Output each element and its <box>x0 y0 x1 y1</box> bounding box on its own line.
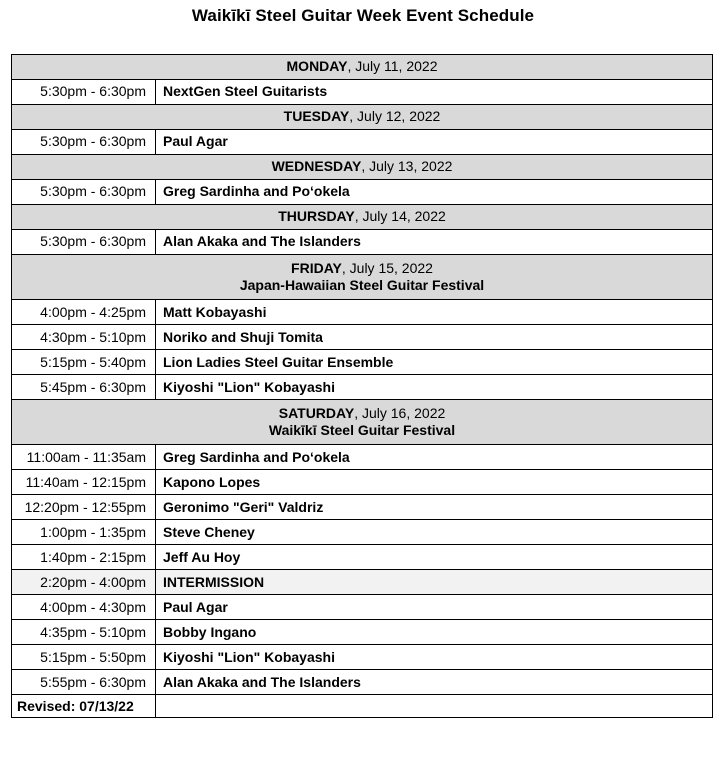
table-row <box>12 80 713 105</box>
table-row <box>12 670 713 695</box>
event-time: 5:30pm - 6:30pm <box>12 130 156 155</box>
festival-name: Waikīkī Steel Guitar Festival <box>268 422 456 439</box>
day-header-row <box>12 205 713 230</box>
table-row <box>12 520 713 545</box>
day-name: FRIDAY <box>291 260 342 276</box>
day-header-cell <box>12 105 713 130</box>
event-performer: Jeff Au Hoy <box>156 545 713 570</box>
table-row <box>12 300 713 325</box>
table-row <box>12 230 713 255</box>
day-header-row <box>12 400 713 445</box>
revised-label: Revised: 07/13/22 <box>12 695 156 718</box>
event-time: 5:15pm - 5:50pm <box>12 645 156 670</box>
day-header-cell <box>12 255 713 300</box>
event-performer: Paul Agar <box>156 595 713 620</box>
event-time: 5:30pm - 6:30pm <box>12 230 156 255</box>
day-date: , July 12, 2022 <box>349 108 441 125</box>
event-performer: INTERMISSION <box>156 570 713 595</box>
day-name: MONDAY <box>286 58 348 75</box>
festival-name: Japan-Hawaiian Steel Guitar Festival <box>239 277 485 294</box>
day-name: THURSDAY <box>278 208 355 225</box>
day-header-row <box>12 55 713 80</box>
day-date: , July 15, 2022 <box>341 260 433 276</box>
day-date: , July 13, 2022 <box>361 158 453 175</box>
table-row <box>12 130 713 155</box>
day-header-row <box>12 155 713 180</box>
event-time: 4:00pm - 4:25pm <box>12 300 156 325</box>
day-header-cell <box>12 155 713 180</box>
event-performer: Bobby Ingano <box>156 620 713 645</box>
event-time: 4:35pm - 5:10pm <box>12 620 156 645</box>
event-time: 5:55pm - 6:30pm <box>12 670 156 695</box>
event-time: 5:15pm - 5:40pm <box>12 350 156 375</box>
day-date: , July 11, 2022 <box>347 58 438 75</box>
day-date: , July 16, 2022 <box>354 405 446 422</box>
table-row <box>12 180 713 205</box>
event-performer: Greg Sardinha and Poʻokela <box>156 180 713 205</box>
day-header-cell <box>12 205 713 230</box>
revised-blank-cell <box>156 695 713 718</box>
event-time: 1:40pm - 2:15pm <box>12 545 156 570</box>
table-row <box>12 350 713 375</box>
day-name: TUESDAY <box>283 108 350 125</box>
event-performer: Steve Cheney <box>156 520 713 545</box>
schedule-table <box>11 54 713 718</box>
day-name: WEDNESDAY <box>271 158 362 175</box>
table-row <box>12 595 713 620</box>
event-performer: Alan Akaka and The Islanders <box>156 230 713 255</box>
event-performer: NextGen Steel Guitarists <box>156 80 713 105</box>
event-performer: Noriko and Shuji Tomita <box>156 325 713 350</box>
schedule-table-body <box>12 55 713 718</box>
event-performer: Paul Agar <box>156 130 713 155</box>
table-row <box>12 570 713 595</box>
table-row <box>12 645 713 670</box>
event-time: 2:20pm - 4:00pm <box>12 570 156 595</box>
table-row <box>12 545 713 570</box>
event-performer: Alan Akaka and The Islanders <box>156 670 713 695</box>
event-time: 11:40am - 12:15pm <box>12 470 156 495</box>
event-time: 5:45pm - 6:30pm <box>12 375 156 400</box>
event-time: 12:20pm - 12:55pm <box>12 495 156 520</box>
table-row <box>12 445 713 470</box>
event-time: 1:00pm - 1:35pm <box>12 520 156 545</box>
table-row <box>12 375 713 400</box>
day-name: SATURDAY <box>278 405 355 422</box>
event-performer: Geronimo "Geri" Valdriz <box>156 495 713 520</box>
event-time: 5:30pm - 6:30pm <box>12 80 156 105</box>
event-time: 4:30pm - 5:10pm <box>12 325 156 350</box>
event-performer: Greg Sardinha and Poʻokela <box>156 445 713 470</box>
event-time: 5:30pm - 6:30pm <box>12 180 156 205</box>
day-header-cell <box>12 55 713 80</box>
event-time: 11:00am - 11:35am <box>12 445 156 470</box>
page-title: Waikīkī Steel Guitar Week Event Schedule <box>191 6 535 25</box>
event-performer: Lion Ladies Steel Guitar Ensemble <box>156 350 713 375</box>
event-performer: Matt Kobayashi <box>156 300 713 325</box>
day-header-row <box>12 105 713 130</box>
day-header-row <box>12 255 713 300</box>
table-row <box>12 325 713 350</box>
table-row <box>12 620 713 645</box>
table-row <box>12 495 713 520</box>
event-performer: Kapono Lopes <box>156 470 713 495</box>
event-performer: Kiyoshi "Lion" Kobayashi <box>156 645 713 670</box>
event-performer: Kiyoshi "Lion" Kobayashi <box>156 375 713 400</box>
day-header-cell <box>12 400 713 445</box>
schedule-table-wrapper <box>11 54 712 718</box>
day-date: , July 14, 2022 <box>354 208 446 225</box>
event-time: 4:00pm - 4:30pm <box>12 595 156 620</box>
revised-row <box>12 695 713 718</box>
table-row <box>12 470 713 495</box>
